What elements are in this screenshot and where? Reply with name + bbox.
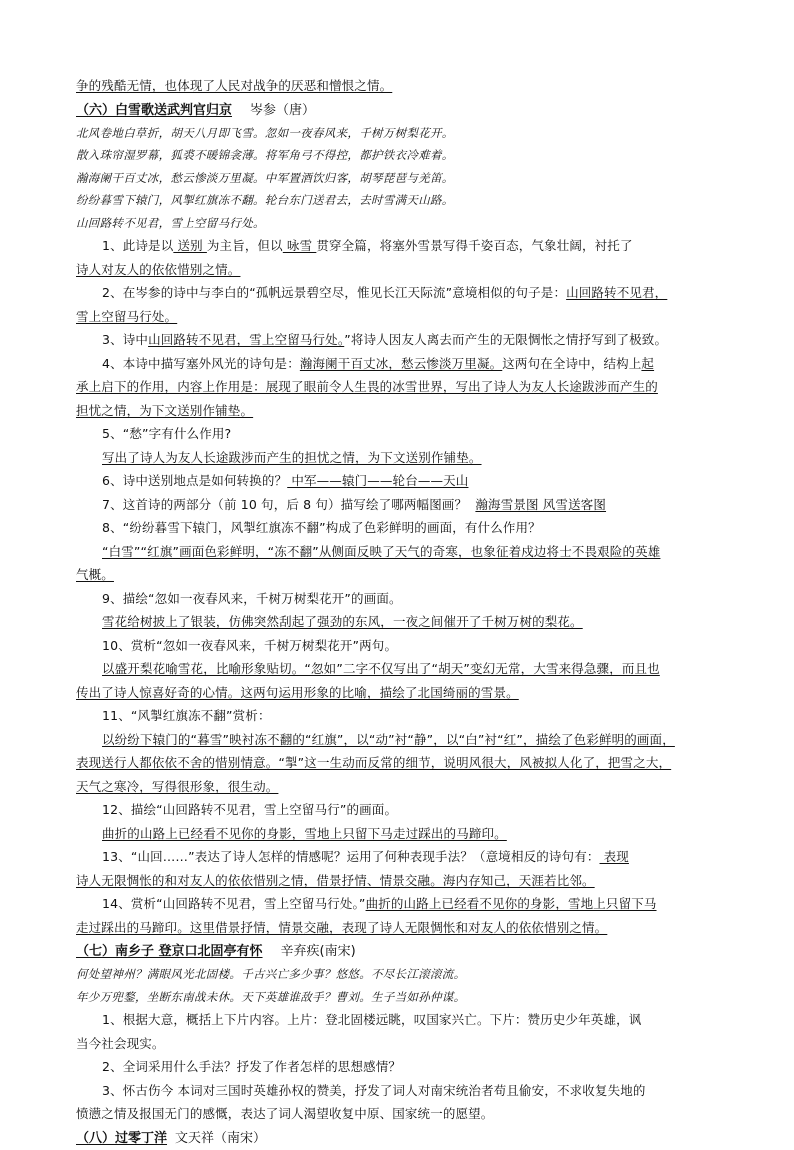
section-6-heading (76, 99, 726, 122)
question-5-answer (76, 446, 726, 470)
q14-answer: 曲折的山路上已经看不见你的身影，雪地上只留下马 (365, 896, 657, 911)
q8-answer: 气概。 (76, 567, 114, 582)
q9-answer: 雪花给树披上了银装，仿佛突然刮起了强劲的东风，一夜之间催开了千树万树的梨花。 (102, 614, 583, 629)
question-10: 10、赏析“忽如一夜春风来，千树万树梨花开”两句。 (102, 637, 398, 653)
question-6 (76, 469, 726, 493)
question-9-answer (76, 610, 726, 634)
s7-question-3-cont: 愤懑之情及报国无门的感慨，表达了词人渴望收复中原、国家统一的愿望。 (76, 1106, 494, 1121)
question-11: 11、“风掣红旗冻不翻”赏析： (102, 708, 271, 723)
q8-answer: “白雪”“红旗”画面色彩鲜明，“冻不翻”从侧面反映了天气的奇寒，也象征着戍边将士不畏艰险的英雄 (102, 543, 661, 559)
section-6-author: 岑参（唐） (250, 102, 316, 118)
section-6-title: （六）白雪歌送武判官归京 (76, 102, 233, 118)
question-8-answer (76, 540, 726, 564)
question-13 (76, 845, 726, 869)
question-3 (76, 328, 726, 352)
q1-text: 贯穿全篇，将塞外雪景写得千姿百态，气象壮阔，衬托了 (316, 238, 633, 253)
question-11-answer-cont (76, 775, 726, 799)
question-12: 12、描绘“山回路转不见君，雪上空留马行”的画面。 (102, 802, 398, 817)
section-7-poem (76, 963, 726, 1008)
question-8: 8、“纷纷暮雪下辕门，风掣红旗冻不翻”构成了色彩鲜明的画面，有什么作用？ (102, 520, 541, 535)
q11-answer: 天气之寒冷，写得很形象，很生动。 (76, 778, 279, 794)
q11-answer: 表现送行人都依依不舍的惜别情意。“掣”这一生动而反常的细节，说明风很大，风被拟人化了，把雪之大， (76, 755, 672, 770)
question-11-answer (76, 728, 726, 752)
q13-text: 13、“山回……”表达了诗人怎样的情感呢？运用了何种表现手法？（意境相反的诗句有： (102, 849, 600, 864)
question-12-answer (76, 822, 726, 846)
q2-text: 2、在岑参的诗中与李白的“孤帆远景碧空尽，惟见长江天际流”意境相似的句子是： (102, 285, 567, 300)
q5-answer: 写出了诗人为友人长途跋涉而产生的担忧之情，为下文送别作铺垫。 (102, 449, 482, 465)
section-7-heading (76, 940, 726, 963)
q1-answer-emotion: 诗人对友人的依依惜别之情。 (76, 261, 241, 277)
poem-line: 何处望神州？满眼风光北固楼。千古兴亡多少事？悠悠。不尽长江滚滚流。 (76, 967, 466, 981)
question-14-cont (76, 916, 726, 940)
section-6-poem (76, 122, 726, 235)
question-9: 9、描绘“忽如一夜春风来，千树万树梨花开”的画面。 (102, 590, 402, 606)
q4-text: 4、本诗中描写塞外风光的诗句是： (102, 355, 300, 371)
question-5: 5、“愁”字有什么作用? (102, 426, 232, 441)
q1-answer-thread: 咏雪 (282, 238, 317, 253)
q6-answer: 中军——辕门——轮台——天山 (287, 473, 469, 488)
q10-answer: 以盛开梨花喻雪花，比喻形象贴切。“忽如”二字不仅写出了“胡天”变幻无常，大雪来得急骤，而且也 (102, 661, 660, 676)
section-8-author: 文天祥（南宋） (175, 1130, 267, 1146)
question-2-cont (76, 305, 726, 329)
q13-answer: 表现 (599, 849, 629, 864)
q2-answer: 山回路转不见君， (566, 285, 668, 300)
question-4 (76, 352, 726, 376)
q2-answer: 雪上空留马行处。 (76, 308, 178, 324)
question-14 (76, 892, 726, 916)
section-8-heading (76, 1127, 726, 1150)
q11-answer: 以纷纷下辕门的“暮雪”映衬冻不翻的“红旗”，以“动”衬“静”，以“白”衬“红”，描绘了色彩鲜明的画面， (102, 731, 675, 747)
question-10-answer-cont (76, 681, 726, 705)
worksheet-page (76, 74, 726, 1150)
poem-line: 北风卷地白草折，胡天八月即飞雪。忽如一夜春风来，千树万树梨花开。 (76, 125, 454, 140)
q10-answer: 传出了诗人惊喜好奇的心情。这两句运用形象的比喻，描绘了北国绮丽的雪景。 (76, 684, 519, 700)
question-13-cont (76, 869, 726, 893)
s7-question-2: 2、全词采用什么手法？抒发了作者怎样的思想感情？ (102, 1059, 402, 1074)
section-7-title: （七）南乡子 登京口北固亭有怀 (76, 944, 263, 959)
question-4-cont: 承上启下的作用，内容上作用是：展现了眼前令人生畏的冰雪世界，写出了诗人为友人长途跋涉而产生的 (76, 379, 658, 394)
q3-answer: 山回路转不见君，雪上空留马行处。 (148, 332, 345, 347)
question-7 (76, 493, 726, 517)
q13-answer: 诗人无限惆怅的和对友人的依依惜别之情，借景抒情、情景交融。海内存知己，天涯若比邻。 (76, 872, 595, 888)
q4-text: 这两句在全诗中，结构上 (502, 355, 642, 371)
q7-answer: 瀚海雪景图 风雪送客图 (475, 496, 607, 512)
question-2 (76, 281, 726, 305)
q7-text: 7、这首诗的两部分（前 10 句，后 8 句）描写绘了哪两幅图画？ (102, 496, 468, 512)
q14-answer: 走过踩出的马蹄印。这里借景抒情，情景交融，表现了诗人无限惆怅和对友人的依依惜别之情。 (76, 919, 608, 935)
section-7-author: 辛弃疾(南宋) (280, 944, 356, 959)
q3-text: 3、诗中 (102, 332, 149, 347)
q4-answer: 瀚海阑干百丈冰，愁云惨淡万里凝。 (299, 355, 503, 371)
question-4-cont: 担忧之情，为下文送别作铺垫。 (76, 402, 254, 418)
question-1 (76, 234, 726, 258)
q6-text: 6、诗中送别地点是如何转换的？ (102, 473, 288, 488)
q1-text: 1、此诗是以 (102, 238, 174, 253)
s7-question-3: 3、怀古伤今 本词对三国时英雄孙权的赞美，抒发了词人对南宋统治者苟且偷安，不求收复失地的 (102, 1082, 646, 1098)
poem-line: 瀚海阑干百丈冰，愁云惨淡万里凝。中军置酒饮归客，胡琴琵琶与羌笛。 (76, 170, 454, 185)
s7-question-1: 1、根据大意，概括上下片内容。上片：登北固楼远眺，叹国家兴亡。下片：赞历史少年英雄，讽 (102, 1012, 642, 1027)
question-11-answer-cont (76, 751, 726, 775)
poem-line: 年少万兜鍪，坐断东南战未休。天下英雄谁敌手？曹刘。生子当如孙仲谋。 (76, 989, 466, 1004)
poem-line: 山回路转不见君，雪上空留马行处。 (76, 215, 265, 230)
q1-answer-theme: 送别 (173, 238, 207, 253)
question-1-cont (76, 258, 726, 282)
q4-answer: 起 (641, 355, 655, 371)
q14-text: 14、赏析“山回路转不见君，雪上空留马行处。” (102, 896, 366, 911)
question-10-answer (76, 657, 726, 681)
section-8-title: （八）过零丁洋 (76, 1130, 168, 1146)
q1-text: 为主旨，但以 (206, 238, 283, 253)
question-8-answer-cont (76, 563, 726, 587)
continued-answer: 争的残酷无情，也体现了人民对战争的厌恶和憎恨之情。 (76, 78, 393, 93)
s7-question-1-cont: 当今社会现实。 (76, 1035, 165, 1051)
poem-line: 散入珠帘湿罗幕，狐裘不暖锦衾薄。将军角弓不得控，都护铁衣冷难着。 (76, 148, 454, 162)
q12-answer: 曲折的山路上已经看不见你的身影，雪地上只留下马走过踩出的马蹄印。 (102, 825, 507, 841)
poem-line: 纷纷暮雪下辕门，风掣红旗冻不翻。轮台东门送君去，去时雪满天山路。 (76, 193, 454, 207)
q3-text: ”将诗人因友人离去而产生的无限惆怅之情抒写到了极致。 (344, 332, 668, 347)
